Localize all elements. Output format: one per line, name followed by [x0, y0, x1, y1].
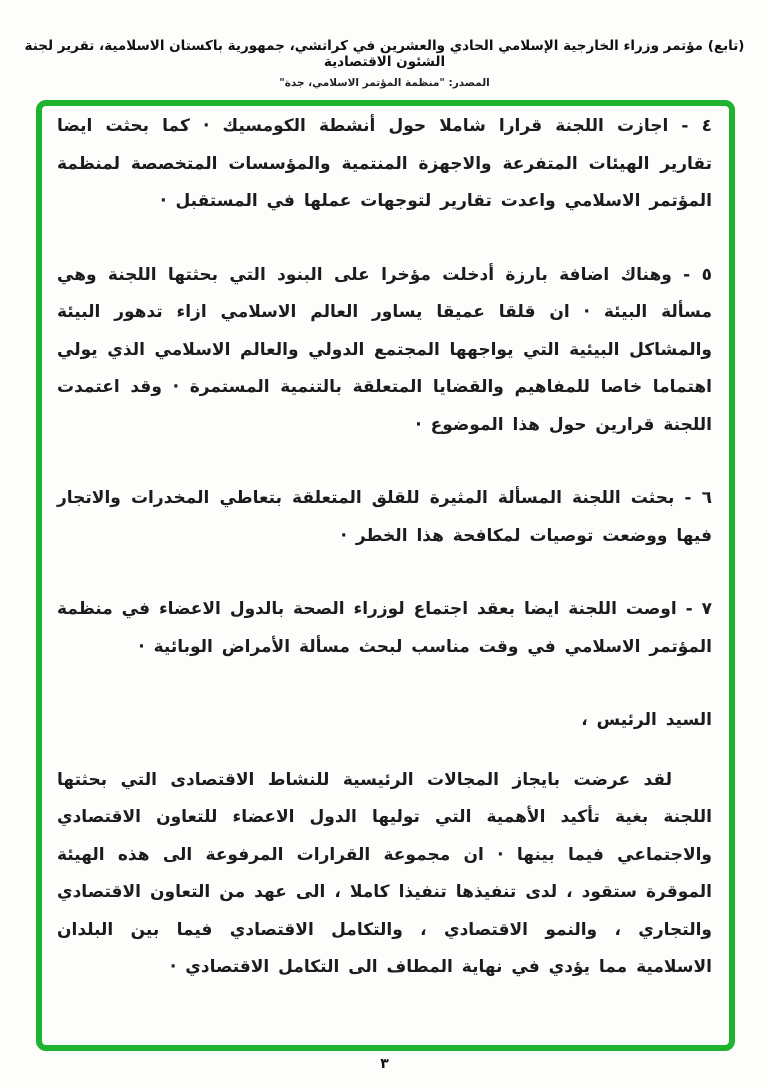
- page-number: ٣: [380, 1056, 389, 1072]
- document-source: المصدر: "منظمة المؤتمر الاسلامي، جدة": [279, 77, 490, 89]
- closing-paragraph: لقد عرضت بايجاز المجالات الرئيسية للنشاط الاقتصادى التي بحثتها اللجنة بغية تأكيد الأهمية التي توليها الدول الاعضاء للتعاون الاقتصادي والاجتماعي فيما بينها · ان مجموعة القرارات المرفوعة الى هذه الهيئة الموقرة ستقود ، لدى تنفيذها تنفيذا كاملا ، الى عهد من التعاون الاقتصادي والتجاري ، والنمو الاقتصادي ، والتكامل الاقتصادي فيما بين البلدان الاسلامية مما يؤدي في نهاية المطاف الى التكامل الاقتصادي ·: [57, 769, 712, 977]
- document-body: [57, 108, 712, 987]
- numbered-paragraph-4: ٤ - اجازت اللجنة قرارا شاملا حول أنشطة الكومسيك · كما بحثت ايضا تقارير الهيئات المتفرعة والاجهزة المنتمية والمؤسسات المتخصصة لمنظمة المؤتمر الاسلامي واعدت تقارير لتوجهات عملها في المستقبل ·: [57, 116, 712, 211]
- document-header: [0, 38, 769, 89]
- numbered-paragraph-5: ٥ - وهناك اضافة بارزة أدخلت مؤخرا على البنود التي بحثتها اللجنة وهي مسألة البيئة · ان قلقا عميقا يساور العالم الاسلامي ازاء تدهور البيئة والمشاكل البيئية التي يواجهها المجتمع الدولي والعالم الاسلامي الذي يولي اهتماما خاصا للمفاهيم والقضايا المتعلقة بالتنمية المستمرة · وقد اعتمدت اللجنة قرارين حول هذا الموضوع ·: [57, 264, 712, 435]
- page-footer: [0, 1056, 769, 1072]
- numbered-paragraph-6: ٦ - بحثت اللجنة المسألة المثيرة للقلق المتعلقة بتعاطي المخدرات والاتجار فيها ووضعت توصيات لمكافحة هذا الخطر ·: [57, 488, 712, 546]
- numbered-paragraph-7: ٧ - اوصت اللجنة ايضا بعقد اجتماع لوزراء الصحة بالدول الاعضاء في منظمة المؤتمر الاسلامي في وقت مناسب لبحث مسألة الأمراض الوبائية ·: [57, 599, 712, 657]
- salutation-line: السيد الرئيس ،: [581, 710, 712, 730]
- document-title: (تابع) مؤتمر وزراء الخارجية الإسلامي الحادي والعشرين في كراتشي، جمهورية باكستان الاسلامية، تقرير لجنة الشئون الاقتصادية: [24, 38, 745, 70]
